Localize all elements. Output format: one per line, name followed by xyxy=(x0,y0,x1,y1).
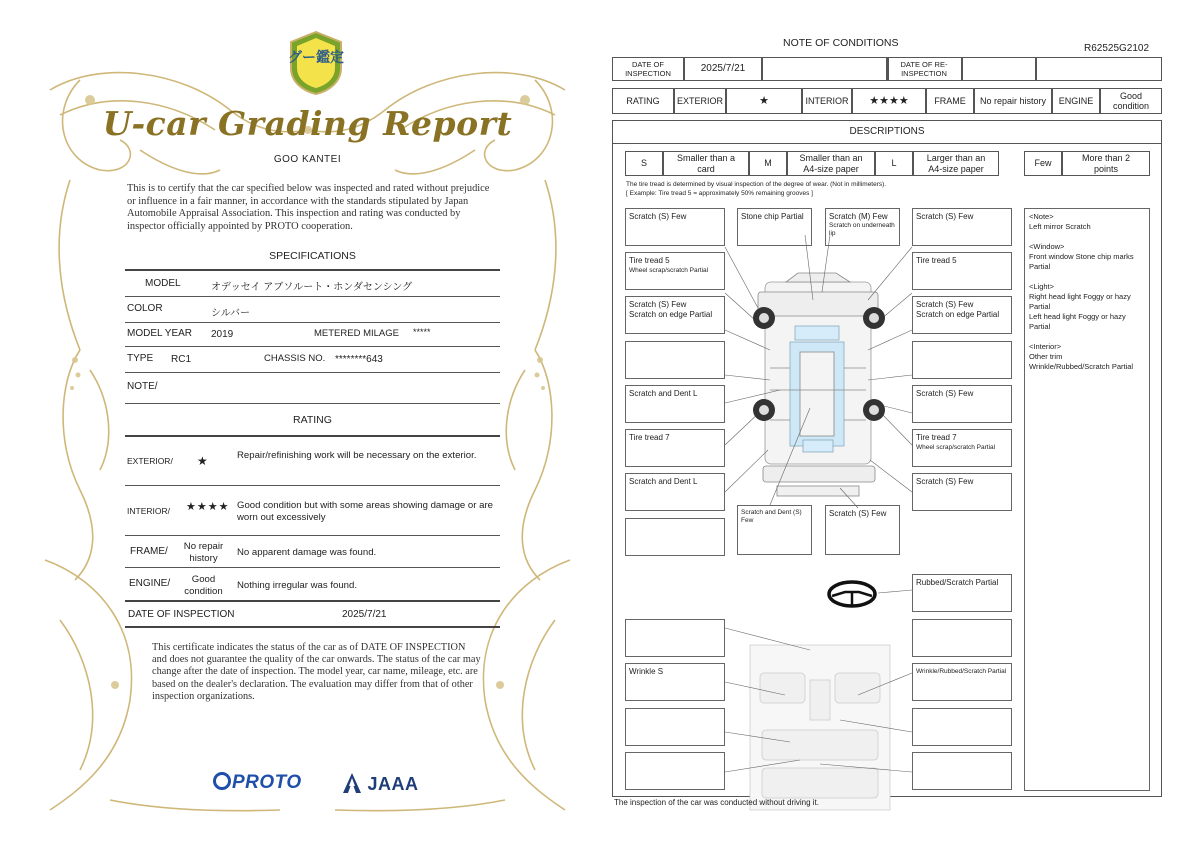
color-value: シルバー xyxy=(211,308,251,319)
damage-box-right-rear-door: Scratch (S) Few xyxy=(912,385,1012,423)
descriptions-header: DESCRIPTIONS xyxy=(612,120,1162,144)
jaaa-logo: JAAA xyxy=(342,772,419,795)
legend-m-desc: Smaller than an A4-size paper xyxy=(787,151,875,176)
legend-s-key: S xyxy=(625,151,663,176)
damage-box-left-fender: Scratch (S) Few Scratch on edge Partial xyxy=(625,296,725,334)
interior-box-empty xyxy=(625,708,725,746)
interior-label: INTERIOR/ xyxy=(127,506,170,516)
divider xyxy=(125,600,500,602)
divider xyxy=(125,346,500,347)
frame-value: No repair history xyxy=(974,88,1052,114)
divider xyxy=(125,296,500,297)
interior-box-empty xyxy=(912,708,1012,746)
interior-description: Good condition but with some areas showing damage or are worn out excessively xyxy=(237,500,493,523)
certificate-footer-note: This certificate indicates the status of the car as of DATE OF INSPECTION and does not guarantee the quality of the car onwards. The status of the car may change after the date of inspection. The model year, car name, mileage, etc. are based on the dealer's declaration. The evaluation may differ from that of other inspection organizations. xyxy=(152,642,481,702)
date-value: 2025/7/21 xyxy=(342,609,387,620)
sheet-title: NOTE OF CONDITIONS xyxy=(783,37,899,49)
interior-value: ★★★★ xyxy=(852,88,926,114)
damage-box-windshield: Stone chip Partial xyxy=(737,208,812,246)
damage-box-rear-right-tire: Tire tread 7 Wheel scrap/scratch Partial xyxy=(912,429,1012,467)
legend-few-desc: More than 2 points xyxy=(1062,151,1150,176)
damage-box-rear-bumper: Scratch and Dent (S) Few xyxy=(737,505,812,555)
engine-label: ENGINE xyxy=(1052,88,1100,114)
reinspection-label: DATE OF RE-INSPECTION xyxy=(886,57,962,81)
engine-description: Nothing irregular was found. xyxy=(237,580,357,591)
interior-box-empty xyxy=(912,619,1012,657)
color-label: COLOR xyxy=(127,303,163,314)
damage-box-right-fender: Scratch (S) Few Scratch on edge Partial xyxy=(912,296,1012,334)
chassis-value: ********643 xyxy=(335,354,383,365)
exterior-description: Repair/refinishing work will be necessary on the exterior. xyxy=(237,450,477,461)
damage-box-empty xyxy=(625,341,725,379)
tread-explanation: The tire tread is determined by visual inspection of the degree of wear. (Not in millimeters). [ Example: Tire tread 5 = approximately 50% remaining grooves ] xyxy=(626,181,887,197)
damage-box-empty xyxy=(912,341,1012,379)
date-label: DATE OF INSPECTION xyxy=(128,609,235,620)
engine-value: Good condition xyxy=(1100,88,1162,114)
interior-stars: ★★★★ xyxy=(186,501,230,513)
sheet-reference: R62525G2102 xyxy=(1084,43,1150,54)
damage-box-tailgate: Scratch (S) Few xyxy=(825,505,900,555)
certification-intro: This is to certify that the car specified below was inspected and rated without prejudice or influence in a fair manner, in accordance with the standards stipulated by Japan Automobile Appraisal Association. This inspection and rating was conducted by inspector officially appointed by PROTO cooperation. xyxy=(127,183,490,232)
frame-description: No apparent damage was found. xyxy=(237,547,377,558)
legend-s-desc: Smaller than a card xyxy=(663,151,749,176)
damage-box-rear-left-quarter: Scratch and Dent L xyxy=(625,473,725,511)
divider xyxy=(125,435,500,437)
interior-label: INTERIOR xyxy=(802,88,852,114)
steering-wheel-icon xyxy=(829,582,875,606)
model-label: MODEL xyxy=(145,278,181,289)
model-value: オデッセイ アブソルート・ホンダセンシング xyxy=(211,282,413,293)
interior-box-front-right-seat: Wrinkle/Rubbed/Scratch Partial xyxy=(912,663,1012,701)
proto-logo: PROTO xyxy=(213,772,302,794)
frame-value: No repair history xyxy=(183,541,224,564)
divider xyxy=(125,372,500,373)
damage-box-front-left: Scratch (S) Few xyxy=(625,208,725,246)
damage-box-empty xyxy=(625,518,725,556)
legend-m-key: M xyxy=(749,151,787,176)
divider xyxy=(125,626,500,628)
engine-value: Good condition xyxy=(184,574,223,597)
legend-l-key: L xyxy=(875,151,913,176)
engine-label: ENGINE/ xyxy=(129,578,171,589)
divider xyxy=(125,269,500,271)
divider xyxy=(125,567,500,568)
damage-box-front-bumper: Scratch (M) Few Scratch on underneath lip xyxy=(825,208,900,246)
badge-shield-icon xyxy=(287,30,345,96)
rating-header: RATING xyxy=(293,414,332,426)
notes-panel: <Note> Left mirror Scratch <Window> Front window Stone chip marks Partial <Light> Right head light Foggy or hazy Partial Left head light Foggy or hazy Partial <Interior> Other trim Wrinkle/Rubbed/Scratch Partial xyxy=(1024,208,1150,791)
damage-box-left-rear-door: Scratch and Dent L xyxy=(625,385,725,423)
divider xyxy=(125,403,500,404)
frame-label: FRAME/ xyxy=(130,546,168,557)
model-year-value: 2019 xyxy=(211,329,234,340)
date-of-inspection-label: DATE OF INSPECTION xyxy=(612,57,684,81)
model-year-label: MODEL YEAR xyxy=(127,328,193,339)
damage-box-front-right-tire: Tire tread 5 xyxy=(912,252,1012,290)
frame-label: FRAME xyxy=(926,88,974,114)
report-subtitle: GOO KANTEI xyxy=(273,154,342,165)
exterior-label: EXTERIOR/ xyxy=(127,456,173,466)
divider xyxy=(125,322,500,323)
note-label: NOTE/ xyxy=(127,381,158,392)
note-of-conditions-sheet xyxy=(600,30,1180,820)
interior-box-empty xyxy=(625,752,725,790)
divider xyxy=(125,535,500,536)
divider xyxy=(125,485,500,486)
chassis-label: CHASSIS NO. xyxy=(264,353,326,364)
damage-box-front-right: Scratch (S) Few xyxy=(912,208,1012,246)
metered-milage-value: ***** xyxy=(413,327,431,337)
date-of-inspection-value: 2025/7/21 xyxy=(684,57,762,81)
grading-certificate xyxy=(20,20,595,835)
type-value: RC1 xyxy=(171,354,192,365)
metered-milage-label: METERED MILAGE xyxy=(314,328,399,339)
rating-label: RATING xyxy=(612,88,674,114)
goo-kantei-badge xyxy=(287,30,345,96)
legend-few-key: Few xyxy=(1024,151,1062,176)
damage-box-rear-right-quarter: Scratch (S) Few xyxy=(912,473,1012,511)
legend-l-desc: Larger than an A4-size paper xyxy=(913,151,999,176)
exterior-stars: ★ xyxy=(197,454,208,468)
interior-box-empty xyxy=(912,752,1012,790)
exterior-value: ★ xyxy=(726,88,802,114)
damage-box-front-left-tire: Tire tread 5 Wheel scrap/scratch Partial xyxy=(625,252,725,290)
interior-box-front-left-seat: Wrinkle S xyxy=(625,663,725,701)
exterior-label: EXTERIOR xyxy=(674,88,726,114)
jaaa-mark-icon xyxy=(342,772,362,794)
interior-box-empty xyxy=(625,619,725,657)
sheet-footer: The inspection of the car was conducted without driving it. xyxy=(614,798,819,807)
damage-box-steering: Rubbed/Scratch Partial xyxy=(912,574,1012,612)
report-title: U-car Grading Report xyxy=(102,104,513,143)
type-label: TYPE xyxy=(127,353,154,364)
damage-box-rear-left-tire: Tire tread 7 xyxy=(625,429,725,467)
proto-ring-icon xyxy=(213,772,231,790)
specifications-header: SPECIFICATIONS xyxy=(269,250,356,262)
svg-text:グー鑑定: グー鑑定 xyxy=(288,50,344,66)
